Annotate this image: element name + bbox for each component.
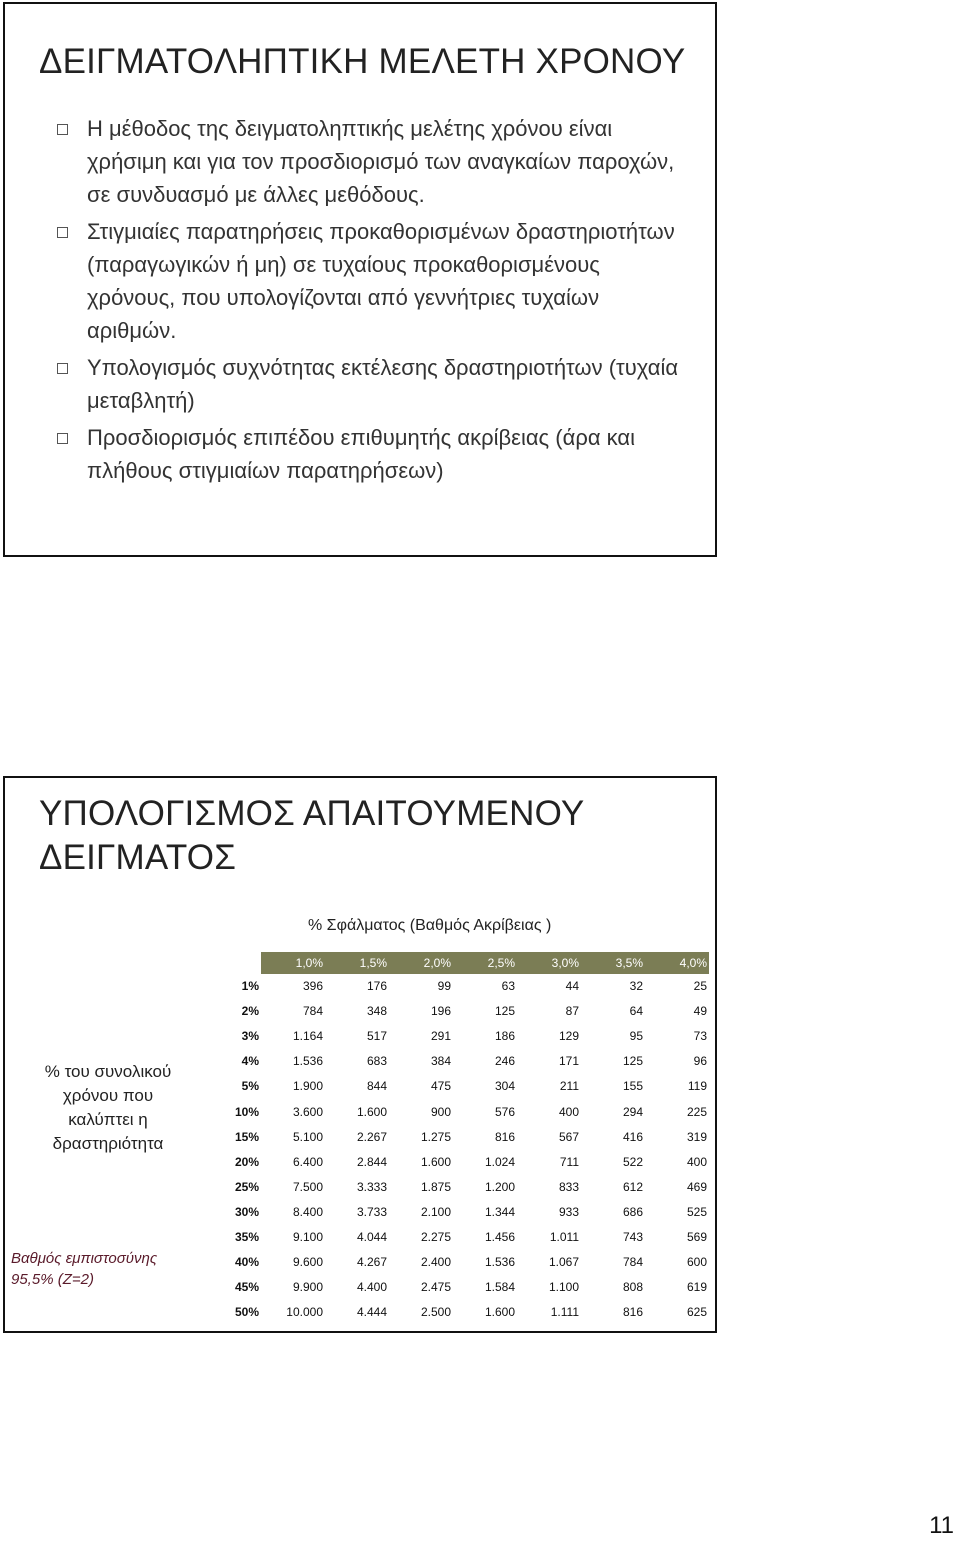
- table-cell: 475: [389, 1074, 453, 1099]
- table-cell: 3.600: [261, 1099, 325, 1124]
- row-header: 45%: [234, 1280, 259, 1295]
- table-cell: 8.400: [261, 1199, 325, 1224]
- table-cell: 1.067: [517, 1250, 581, 1275]
- slide-2: [3, 776, 717, 1333]
- table-cell: 517: [325, 1024, 389, 1049]
- table-cell: 522: [581, 1149, 645, 1174]
- table-cell: 1.164: [261, 1024, 325, 1049]
- table-cell: 844: [325, 1074, 389, 1099]
- table-row: [199, 1275, 709, 1300]
- table-row: [199, 1024, 709, 1049]
- bullet-list: [57, 112, 687, 491]
- table-cell: 1.584: [453, 1275, 517, 1300]
- table-cell: 416: [581, 1124, 645, 1149]
- table-cell: 1.200: [453, 1174, 517, 1199]
- table-cell: 1.344: [453, 1199, 517, 1224]
- table-cell: 784: [261, 999, 325, 1024]
- column-header: 3,0%: [517, 952, 581, 974]
- row-header: 20%: [234, 1154, 259, 1169]
- table-cell: 612: [581, 1174, 645, 1199]
- table-cell: 1.111: [517, 1300, 581, 1325]
- row-header: 1%: [241, 979, 259, 994]
- table-cell: 2.844: [325, 1149, 389, 1174]
- table-cell: 119: [645, 1074, 709, 1099]
- table-cell: 9.900: [261, 1275, 325, 1300]
- table-cell: 1.536: [261, 1049, 325, 1074]
- column-header: 1,5%: [325, 952, 389, 974]
- row-header: 3%: [241, 1029, 259, 1044]
- table-corner: [199, 952, 261, 974]
- table-cell: 816: [581, 1300, 645, 1325]
- table-cell: 4.444: [325, 1300, 389, 1325]
- row-header: 15%: [234, 1129, 259, 1144]
- table-cell: 155: [581, 1074, 645, 1099]
- table-cell: 1.600: [389, 1149, 453, 1174]
- table-cell: 1.875: [389, 1174, 453, 1199]
- square-bullet-icon: [57, 433, 68, 444]
- table-cell: 1.600: [453, 1300, 517, 1325]
- table-row: [199, 1199, 709, 1224]
- square-bullet-icon: [57, 124, 68, 135]
- table-cell: 9.100: [261, 1224, 325, 1249]
- bullet-item: [57, 421, 687, 487]
- table-cell: 1.011: [517, 1224, 581, 1249]
- table-cell: 95: [581, 1024, 645, 1049]
- table-cell: 348: [325, 999, 389, 1024]
- table-cell: 49: [645, 999, 709, 1024]
- table-cell: 319: [645, 1124, 709, 1149]
- table-cell: 32: [581, 974, 645, 999]
- table-cell: 129: [517, 1024, 581, 1049]
- table-cell: 25: [645, 974, 709, 999]
- table-cell: 900: [389, 1099, 453, 1124]
- confidence-note: Βαθμός εμπιστοσύνης 95,5% (Z=2): [11, 1250, 158, 1288]
- table-cell: 2.500: [389, 1300, 453, 1325]
- row-header: 30%: [234, 1204, 259, 1219]
- table-cell: 87: [517, 999, 581, 1024]
- table-cell: 569: [645, 1224, 709, 1249]
- row-header: 4%: [241, 1054, 259, 1069]
- table-cell: 196: [389, 999, 453, 1024]
- square-bullet-icon: [57, 227, 68, 238]
- table-cell: 711: [517, 1149, 581, 1174]
- table-cell: 2.267: [325, 1124, 389, 1149]
- slide-1: [3, 2, 717, 557]
- table-cell: 10.000: [261, 1300, 325, 1325]
- row-header: 5%: [241, 1079, 259, 1094]
- table-cell: 1.100: [517, 1275, 581, 1300]
- table-cell: 304: [453, 1074, 517, 1099]
- table-cell: 1.600: [325, 1099, 389, 1124]
- row-header: 50%: [234, 1305, 259, 1320]
- table-cell: 73: [645, 1024, 709, 1049]
- table-cell: 2.275: [389, 1224, 453, 1249]
- table-cell: 9.600: [261, 1250, 325, 1275]
- table-cell: 1.456: [453, 1224, 517, 1249]
- square-bullet-icon: [57, 363, 68, 374]
- bullet-text: Υπολογισμός συχνότητας εκτέλεσης δραστηριοτήτων (τυχαία μεταβλητή): [87, 355, 679, 413]
- table-cell: 576: [453, 1099, 517, 1124]
- sample-size-table: [199, 952, 709, 1325]
- table-cell: 5.100: [261, 1124, 325, 1149]
- table-cell: 186: [453, 1024, 517, 1049]
- slide-1-title: ΔΕΙΓΜΑΤΟΛΗΠΤΙΚΗ ΜΕΛΕΤΗ ΧΡΟΝΟΥ: [39, 42, 686, 81]
- table-cell: 1.275: [389, 1124, 453, 1149]
- table-cell: 400: [517, 1099, 581, 1124]
- table-cell: 933: [517, 1199, 581, 1224]
- bullet-item: [57, 112, 687, 211]
- table-cell: 567: [517, 1124, 581, 1149]
- table-cell: 4.044: [325, 1224, 389, 1249]
- row-axis-label: % του συνολικού χρόνου που καλύπτει η δραστηριότητα: [44, 1062, 172, 1153]
- table-row: [199, 1149, 709, 1174]
- slide-2-title: ΥΠΟΛΟΓΙΣΜΟΣ ΑΠΑΙΤΟΥΜΕΝΟΥ ΔΕΙΓΜΑΤΟΣ: [39, 794, 584, 877]
- row-header: 35%: [234, 1229, 259, 1244]
- bullet-text: Η μέθοδος της δειγματοληπτικής μελέτης χρόνου είναι χρήσιμη και για τον προσδιορισμό των αναγκαίων παροχών, σε συνδυασμό με άλλες μεθόδους.: [87, 116, 675, 207]
- column-header: 2,5%: [453, 952, 517, 974]
- table-row: [199, 1300, 709, 1325]
- table-cell: 6.400: [261, 1149, 325, 1174]
- table-cell: 808: [581, 1275, 645, 1300]
- table-cell: 294: [581, 1099, 645, 1124]
- table-cell: 4.267: [325, 1250, 389, 1275]
- table-cell: 3.733: [325, 1199, 389, 1224]
- row-header: 2%: [241, 1004, 259, 1019]
- table-row: [199, 999, 709, 1024]
- table-cell: 225: [645, 1099, 709, 1124]
- table-row: [199, 1224, 709, 1249]
- table-cell: 4.400: [325, 1275, 389, 1300]
- table-cell: 743: [581, 1224, 645, 1249]
- bullet-item: [57, 351, 687, 417]
- table-cell: 784: [581, 1250, 645, 1275]
- bullet-text: Στιγμιαίες παρατηρήσεις προκαθορισμένων δραστηριοτήτων (παραγωγικών ή μη) σε τυχαίους προκαθορισμένους χρόνους, που υπολογίζονται από γεννήτριες τυχαίων αριθμών.: [87, 219, 675, 343]
- table-cell: 1.536: [453, 1250, 517, 1275]
- table-cell: 44: [517, 974, 581, 999]
- table-cell: 99: [389, 974, 453, 999]
- table-row: [199, 1174, 709, 1199]
- bullet-text: Προσδιορισμός επιπέδου επιθυμητής ακρίβειας (άρα και πλήθους στιγμιαίων παρατηρήσεων): [87, 425, 636, 483]
- table-cell: 291: [389, 1024, 453, 1049]
- table-cell: 396: [261, 974, 325, 999]
- table-row: [199, 1049, 709, 1074]
- table-row: [199, 974, 709, 999]
- table-cell: 1.900: [261, 1074, 325, 1099]
- table-row: [199, 1074, 709, 1099]
- column-header: 4,0%: [645, 952, 709, 974]
- table-cell: 125: [581, 1049, 645, 1074]
- table-cell: 1.024: [453, 1149, 517, 1174]
- table-cell: 2.475: [389, 1275, 453, 1300]
- table-cell: 625: [645, 1300, 709, 1325]
- bullet-item: [57, 215, 687, 347]
- table-cell: 683: [325, 1049, 389, 1074]
- table-cell: 3.333: [325, 1174, 389, 1199]
- table-cell: 176: [325, 974, 389, 999]
- table-cell: 2.100: [389, 1199, 453, 1224]
- table-cell: 833: [517, 1174, 581, 1199]
- page-number: 11: [929, 1512, 954, 1539]
- row-header: 25%: [234, 1179, 259, 1194]
- table-cell: 125: [453, 999, 517, 1024]
- table-cell: 211: [517, 1074, 581, 1099]
- table-row: [199, 1099, 709, 1124]
- table-cell: 64: [581, 999, 645, 1024]
- table-caption: % Σφάλματος (Βαθμός Ακρίβειας ): [308, 917, 552, 934]
- table-row: [199, 1250, 709, 1275]
- table-cell: 816: [453, 1124, 517, 1149]
- table-cell: 171: [517, 1049, 581, 1074]
- column-header: 1,0%: [261, 952, 325, 974]
- table-cell: 96: [645, 1049, 709, 1074]
- table-cell: 400: [645, 1149, 709, 1174]
- table-cell: 384: [389, 1049, 453, 1074]
- table-cell: 619: [645, 1275, 709, 1300]
- column-header: 2,0%: [389, 952, 453, 974]
- table-body: [199, 974, 709, 1325]
- row-header: 40%: [234, 1255, 259, 1270]
- table-cell: 525: [645, 1199, 709, 1224]
- table-cell: 469: [645, 1174, 709, 1199]
- table-cell: 7.500: [261, 1174, 325, 1199]
- column-header: 3,5%: [581, 952, 645, 974]
- table-header-row: [199, 952, 709, 974]
- table-cell: 2.400: [389, 1250, 453, 1275]
- row-header: 10%: [234, 1104, 259, 1119]
- table-cell: 246: [453, 1049, 517, 1074]
- table-cell: 63: [453, 974, 517, 999]
- table-cell: 686: [581, 1199, 645, 1224]
- table-cell: 600: [645, 1250, 709, 1275]
- table-row: [199, 1124, 709, 1149]
